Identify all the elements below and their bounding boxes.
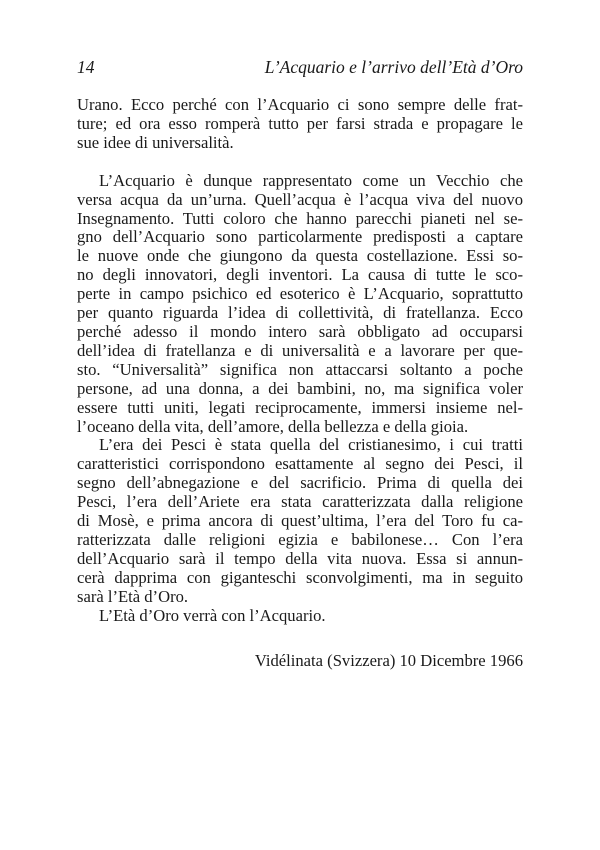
text-line: gno dell’Acquario sono particolarmente predisposti a captare <box>77 227 523 247</box>
text-line: ture; ed ora esso romperà tutto per farsi strada e propagare le <box>77 113 523 133</box>
text-line: no degli innovatori, degli inventori. La causa di tutte le sco- <box>77 265 523 285</box>
text-line: L’Acquario è dunque rappresentato come un Vecchio che <box>99 170 523 190</box>
body-text <box>77 96 523 625</box>
paragraph-gap <box>77 153 523 172</box>
text-line: per quanto riguarda l’idea di collettività, di fratellanza. Ecco <box>77 303 523 323</box>
paragraph <box>77 607 523 626</box>
text-line: L’era dei Pesci è stata quella del cristianesimo, i cui tratti <box>99 435 523 455</box>
text-line: cerà dapprima con giganteschi sconvolgimenti, ma in seguito <box>77 567 523 587</box>
page-number: 14 <box>77 57 95 77</box>
text-line: dell’idea di fratellanza e di universalità e a lavorare per que- <box>77 340 523 360</box>
paragraph <box>77 96 523 153</box>
text-line: Insegnamento. Tutti coloro che hanno parecchi pianeti nel se- <box>77 208 523 228</box>
text-line: dell’Acquario sarà il tempo della vita nuova. Essa si annun- <box>77 548 523 568</box>
book-page <box>77 56 523 670</box>
text-line: sto. “Universalità” significa non attaccarsi soltanto a poche <box>77 359 523 379</box>
text-line: perché adesso il mondo intero sarà obbligato ad occuparsi <box>77 321 523 341</box>
text-line: sarà l’Età d’Oro. <box>77 586 189 606</box>
text-line: persone, ad una donna, a dei bambini, no, ma significa voler <box>77 378 523 398</box>
paragraph <box>77 172 523 437</box>
text-line: Pesci, l’era dell’Ariete era stata caratterizzata dalla religione <box>77 492 523 512</box>
text-line: sue idee di universalità. <box>77 132 234 152</box>
text-line: ratterizzata dalle religioni egizia e babilonese… Con l’era <box>77 529 523 549</box>
text-line: caratteristici corrispondono esattamente al segno dei Pesci, il <box>77 454 523 474</box>
running-header <box>77 56 523 78</box>
text-line: perte in campo psichico ed esoterico è L’Acquario, soprattutto <box>77 284 523 304</box>
text-line: L’Età d’Oro verrà con l’Acquario. <box>99 605 326 625</box>
paragraph <box>77 436 523 606</box>
text-line: essere tutti uniti, legati reciprocamente, immersi insieme nel- <box>77 397 523 417</box>
text-line: le nuove onde che giungono da questa costellazione. Essi so- <box>77 246 523 266</box>
text-line: segno dell’abnegazione e del sacrificio. Prima di quella dei <box>77 473 523 493</box>
running-title: L’Acquario e l’arrivo dell’Età d’Oro <box>264 57 523 77</box>
signature-line: Vidélinata (Svizzera) 10 Dicembre 1966 <box>254 651 523 671</box>
text-line: Urano. Ecco perché con l’Acquario ci sono sempre delle frat- <box>77 95 523 114</box>
text-line: l’oceano della vita, dell’amore, della bellezza e della gioia. <box>77 416 469 436</box>
text-line: di Mosè, e prima ancora di quest’ultima, l’era del Toro fu ca- <box>77 511 523 531</box>
text-line: versa acqua da un’urna. Quell’acqua è l’acqua viva del nuovo <box>77 189 523 209</box>
